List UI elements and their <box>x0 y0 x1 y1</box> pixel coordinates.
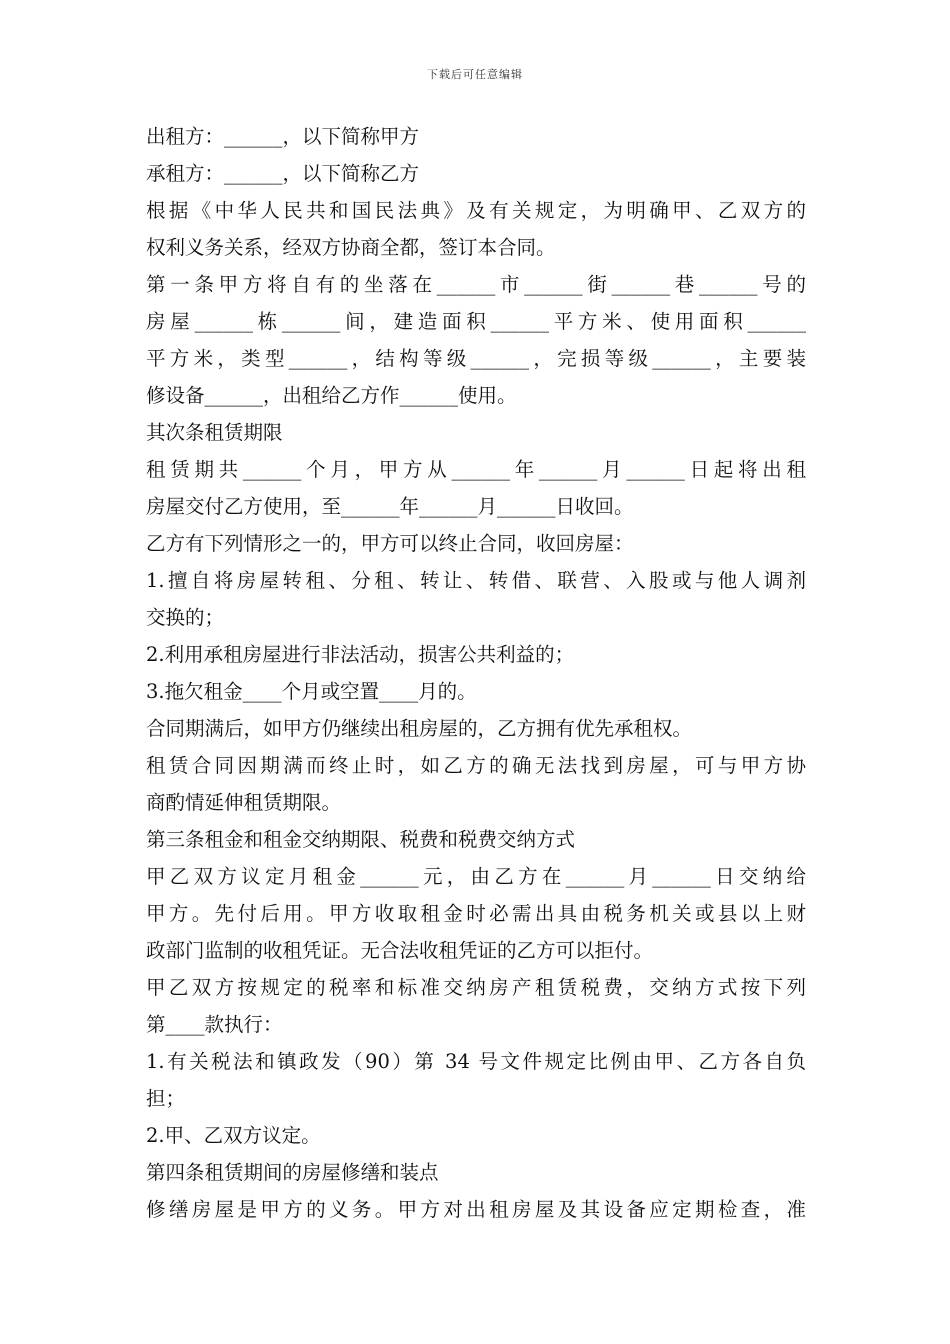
text-line: 交换的； <box>146 606 225 629</box>
text-line: 甲方。先付后用。甲方收取租金时必需出具由税务机关或县以上财 <box>146 902 806 925</box>
text-line: 出租方：______，以下简称甲方 <box>146 125 420 148</box>
text-line: 第三条租金和租金交纳期限、税费和税费交纳方式 <box>146 828 576 851</box>
text-line: 1.擅自将房屋转租、分租、转让、转借、联营、入股或与他人调剂 <box>146 569 806 592</box>
text-line: 担； <box>146 1087 186 1110</box>
page-header: 下载后可任意编辑 <box>427 68 523 81</box>
text-line: 房屋______栋______间，建造面积______平方米、使用面积______ <box>146 310 806 333</box>
text-line: 根据《中华人民共和国民法典》及有关规定，为明确甲、乙双方的 <box>146 199 806 222</box>
text-line: 房屋交付乙方使用，至______年______月______日收回。 <box>146 495 634 518</box>
text-line: 第____款执行： <box>146 1013 283 1036</box>
text-line: 乙方有下列情形之一的，甲方可以终止合同，收回房屋： <box>146 532 634 555</box>
text-line: 2.甲、乙双方议定。 <box>146 1124 321 1147</box>
text-line: 其次条租赁期限 <box>146 421 283 444</box>
text-line: 权利义务关系，经双方协商全都，签订本合同。 <box>146 236 556 259</box>
text-line: 甲乙双方按规定的税率和标准交纳房产租赁税费，交纳方式按下列 <box>146 976 806 999</box>
text-line: 合同期满后，如甲方仍继续出租房屋的，乙方拥有优先承租权。 <box>146 717 693 740</box>
text-line: 平方米，类型______，结构等级______，完损等级______，主要装 <box>146 347 806 370</box>
text-line: 第一条甲方将自有的坐落在______市______街______巷______号的 <box>146 273 806 296</box>
text-line: 政部门监制的收租凭证。无合法收租凭证的乙方可以拒付。 <box>146 939 654 962</box>
text-line: 租赁合同因期满而终止时，如乙方的确无法找到房屋，可与甲方协 <box>146 754 806 777</box>
text-line: 2.利用承租房屋进行非法活动，损害公共利益的； <box>146 643 575 666</box>
contract-body <box>146 118 806 1228</box>
text-line: 修缮房屋是甲方的义务。甲方对出租房屋及其设备应定期检查，准 <box>146 1198 806 1221</box>
text-line: 租赁期共______个月，甲方从______年______月______日起将出租 <box>146 458 806 481</box>
text-line: 甲乙双方议定月租金______元，由乙方在______月______日交纳给 <box>146 865 806 888</box>
text-line: 第四条租赁期间的房屋修缮和装点 <box>146 1161 439 1184</box>
text-line: 承租方：______，以下简称乙方 <box>146 162 420 185</box>
text-line: 3.拖欠租金____个月或空置____月的。 <box>146 680 477 703</box>
text-line: 修设备______，出租给乙方作______使用。 <box>146 384 517 407</box>
text-line: 1.有关税法和镇政发（90）第 34 号文件规定比例由甲、乙方各自负 <box>146 1050 806 1073</box>
text-line: 商酌情延伸租赁期限。 <box>146 791 342 814</box>
